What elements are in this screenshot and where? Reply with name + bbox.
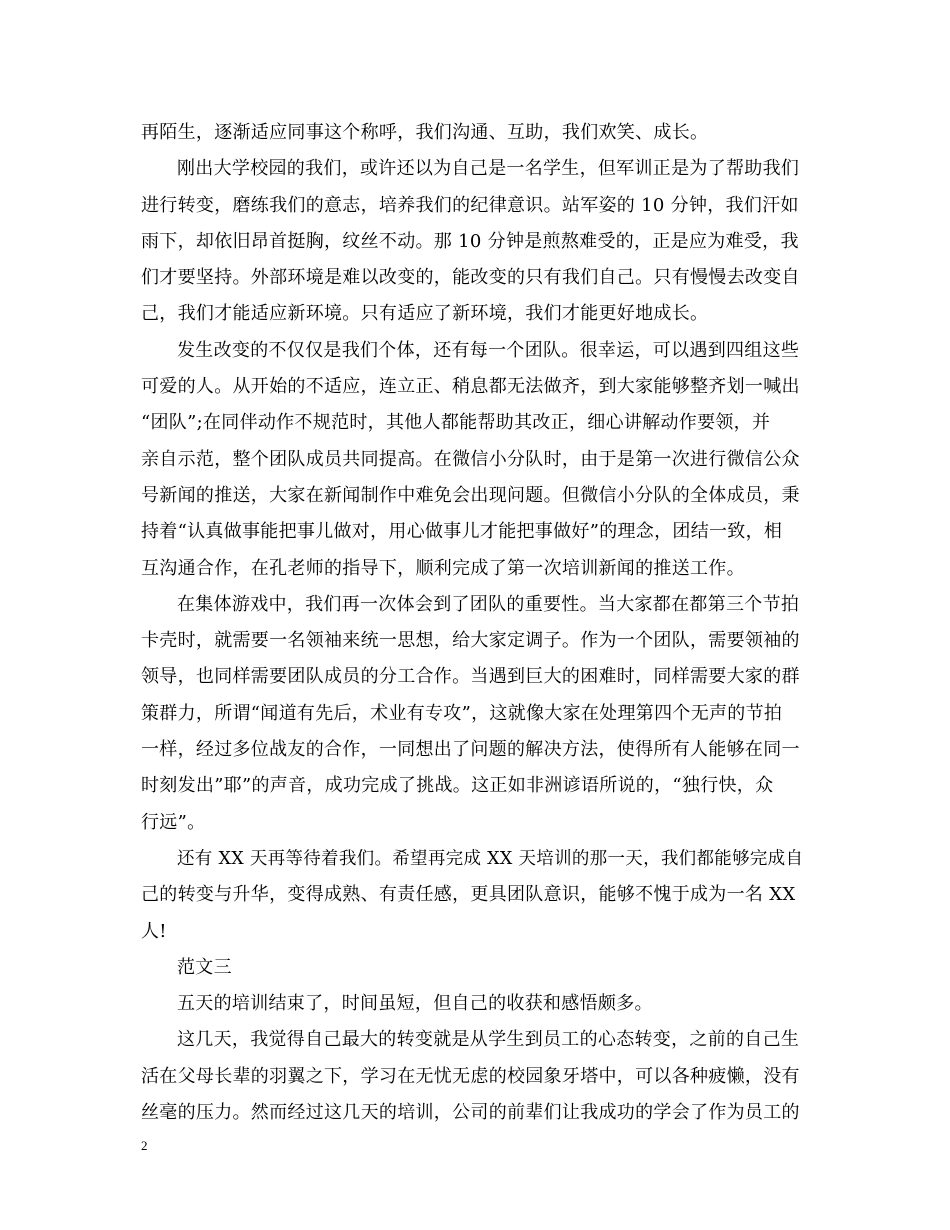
text-line: 还有 XX 天再等待着我们。希望再完成 XX 天培训的那一天，我们都能够完成自: [177, 848, 804, 869]
text-line: 可爱的人。从开始的不适应，连立正、稍息都无法做齐，到大家能够整齐划一喊出: [141, 376, 800, 398]
text-line: 进行转变，磨练我们的意志，培养我们的纪律意识。站军姿的 10 分钟，我们汗如: [141, 194, 799, 216]
text-line: 卡壳时，就需要一名领袖来统一思想，给大家定调子。作为一个团队，需要领袖的: [141, 630, 800, 652]
text-line: 亲自示范，整个团队成员共同提高。在微信小分队时，由于是第一次进行微信公众: [141, 448, 800, 470]
text-line: 持着“认真做事能把事儿做对，用心做事儿才能把事做好”的理念，团结一致，相: [141, 521, 783, 543]
text-line: 策群力，所谓“闻道有先后，术业有专攻”，这就像大家在处理第四个无声的节拍: [141, 702, 783, 724]
text-line: 互沟通合作，在孔老师的指导下，顺利完成了第一次培训新闻的推送工作。: [141, 557, 745, 579]
text-line: 人!: [141, 920, 167, 942]
text-line: 行远”。: [141, 811, 206, 833]
text-line: 己的转变与升华，变得成熟、有责任感，更具团队意识，能够不愧于成为一名 XX: [141, 884, 796, 906]
text-line: 刚出大学校园的我们，或许还以为自己是一名学生，但军训正是为了帮助我们: [177, 158, 800, 180]
text-line: 雨下，却依旧昂首挺胸，纹丝不动。那 10 分钟是煎熬难受的，正是应为难受，我: [141, 230, 799, 252]
text-line: 己，我们才能适应新环境。只有适应了新环境，我们才能更好地成长。: [141, 303, 709, 325]
text-line: 活在父母长辈的羽翼之下，学习在无忧无虑的校园象牙塔中，可以各种疲懒，没有: [141, 1065, 800, 1087]
text-line: 在集体游戏中，我们再一次体会到了团队的重要性。当大家都在都第三个节拍: [177, 593, 800, 615]
body-text: [141, 115, 811, 1131]
text-line: 们才要坚持。外部环境是难以改变的，能改变的只有我们自己。只有慢慢去改变自: [141, 267, 800, 289]
page-number: 2: [141, 1138, 148, 1153]
text-line: 再陌生，逐渐适应同事这个称呼，我们沟通、互助，我们欢笑、成长。: [141, 122, 709, 143]
text-line: 发生改变的不仅仅是我们个体，还有每一个团队。很幸运，可以遇到四组这些: [177, 339, 800, 361]
text-line: “团队”;在同伴动作不规范时，其他人都能帮助其改正，细心讲解动作要领，并: [141, 412, 771, 434]
text-line: 领导，也同样需要团队成员的分工合作。当遇到巨大的困难时，同样需要大家的群: [141, 666, 800, 688]
text-line: 丝毫的压力。然而经过这几天的培训，公司的前辈们让我成功的学会了作为员工的: [141, 1102, 800, 1124]
text-line: 五天的培训结束了，时间虽短，但自己的收获和感悟颇多。: [177, 993, 653, 1015]
text-line: 一样，经过多位战友的合作，一同想出了问题的解决方法，使得所有人能够在同一: [141, 739, 800, 761]
text-line: 号新闻的推送，大家在新闻制作中难免会出现问题。但微信小分队的全体成员，秉: [141, 484, 800, 506]
text-line: 时刻发出”耶”的声音，成功完成了挑战。这正如非洲谚语所说的，“独行快，众: [141, 775, 774, 797]
text-line: 范文三: [177, 956, 232, 978]
text-line: 这几天，我觉得自己最大的转变就是从学生到员工的心态转变，之前的自己生: [177, 1029, 800, 1051]
